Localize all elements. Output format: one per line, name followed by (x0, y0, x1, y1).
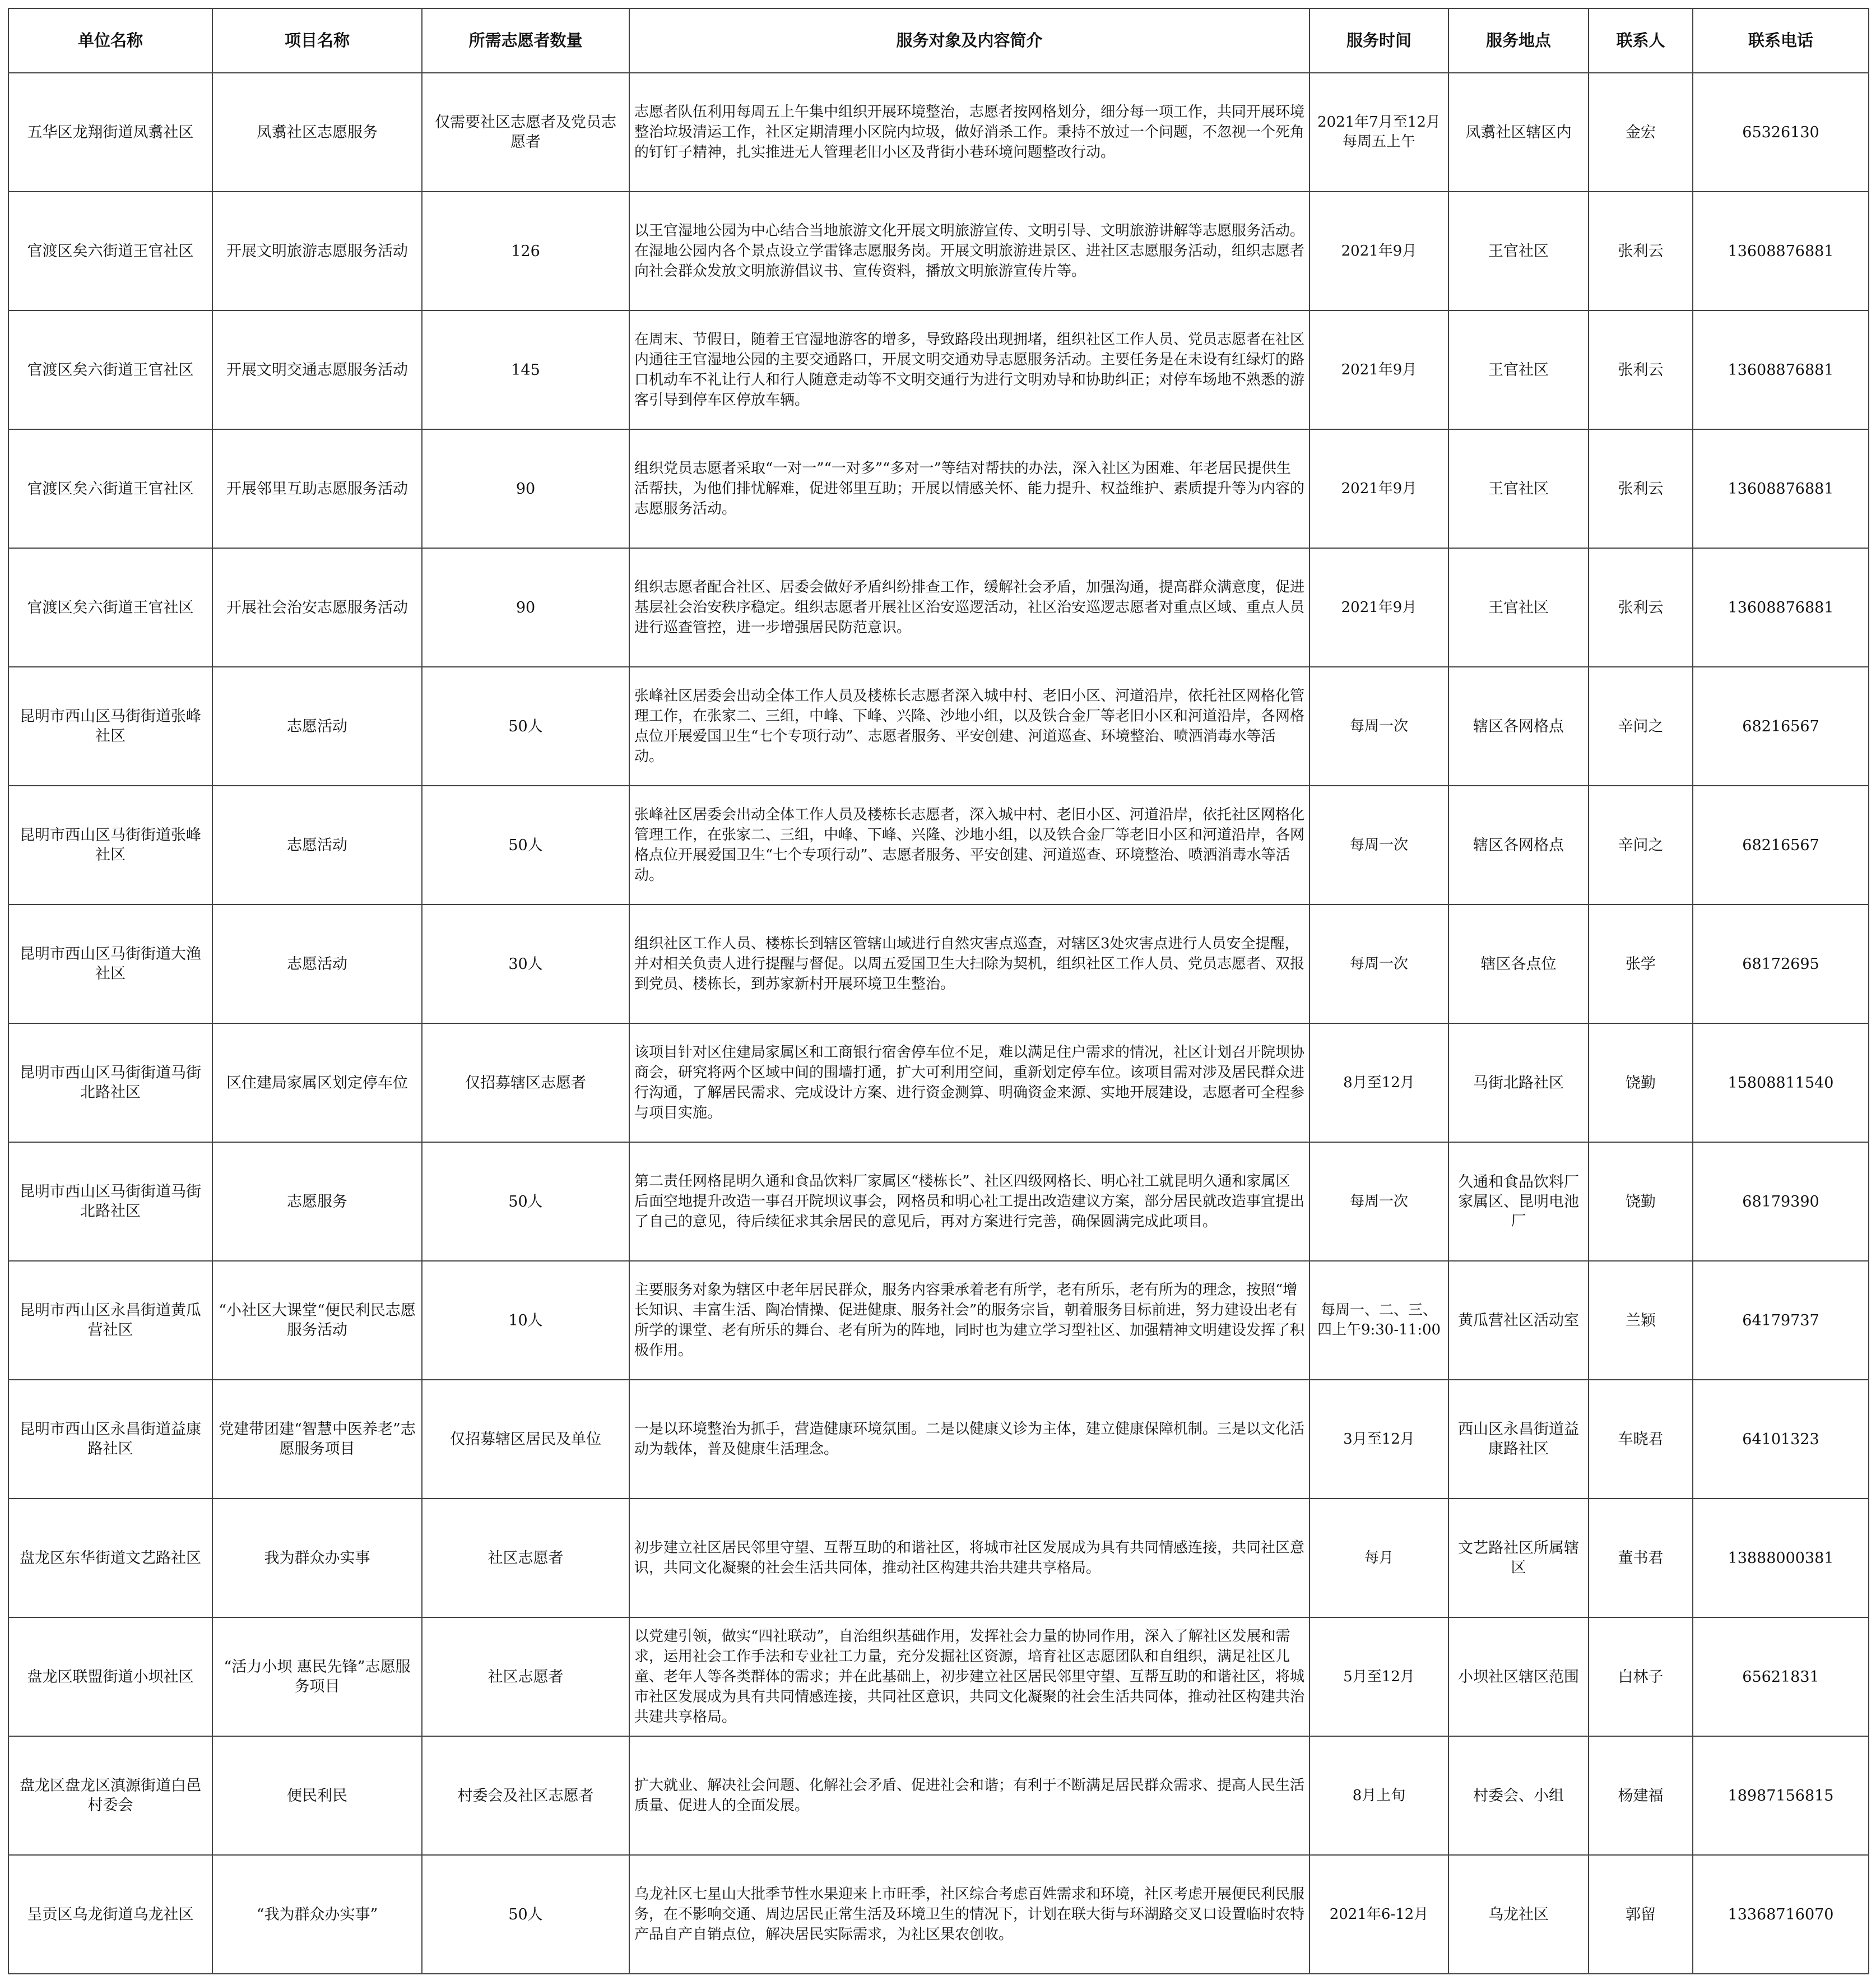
count-cell: 50人 (422, 1855, 629, 1974)
description-cell: 张峰社区居委会出动全体工作人员及楼栋长志愿者深入城中村、老旧小区、河道沿岸，依托社区网格化管理工作，在张家二、三组，中峰、下峰、兴隆、沙地小组，以及铁合金厂等老旧小区和河道沿岸，各网格点位开展爱国卫生“七个专项行动”、志愿者服务、平安创建、河道巡查、环境整治、喷洒消毒水等活动。 (629, 667, 1310, 786)
project-cell: 志愿活动 (212, 905, 422, 1023)
header-row (8, 8, 1869, 73)
time-cell: 2021年9月 (1310, 429, 1448, 548)
unit-cell: 五华区龙翔街道凤翥社区 (8, 73, 212, 192)
table-row (8, 310, 1869, 429)
description-cell: 扩大就业、解决社会问题、化解社会矛盾、促进社会和谐；有利于不断满足居民群众需求、提高人民生活质量、促进人的全面发展。 (629, 1736, 1310, 1855)
table-row (8, 548, 1869, 667)
description-cell: 组织志愿者配合社区、居委会做好矛盾纠纷排查工作，缓解社会矛盾，加强沟通，提高群众满意度，促进基层社会治安秩序稳定。组织志愿者开展社区治安巡逻活动，社区治安巡逻志愿者对重点区域、重点人员进行巡查管控，进一步增强居民防范意识。 (629, 548, 1310, 667)
contact-cell: 金宏 (1589, 73, 1693, 192)
header-contact: 联系人 (1589, 8, 1693, 73)
contact-cell: 张利云 (1589, 310, 1693, 429)
description-cell: 以王官湿地公园为中心结合当地旅游文化开展文明旅游宣传、文明引导、文明旅游讲解等志愿服务活动。在湿地公园内各个景点设立学雷锋志愿服务岗。开展文明旅游进景区、进社区志愿服务活动，组织志愿者向社会群众发放文明旅游倡议书、宣传资料，播放文明旅游宣传片等。 (629, 192, 1310, 310)
time-cell: 2021年9月 (1310, 548, 1448, 667)
project-cell: 开展文明旅游志愿服务活动 (212, 192, 422, 310)
count-cell: 村委会及社区志愿者 (422, 1736, 629, 1855)
header-phone: 联系电话 (1693, 8, 1869, 73)
unit-cell: 官渡区矣六街道王官社区 (8, 310, 212, 429)
place-cell: 黄瓜营社区活动室 (1448, 1261, 1589, 1380)
header-project: 项目名称 (212, 8, 422, 73)
unit-cell: 盘龙区盘龙区滇源街道白邑村委会 (8, 1736, 212, 1855)
phone-cell: 13888000381 (1693, 1499, 1869, 1617)
place-cell: 辖区各点位 (1448, 905, 1589, 1023)
phone-cell: 68179390 (1693, 1142, 1869, 1261)
project-cell: “活力小坝 惠民先锋”志愿服务项目 (212, 1617, 422, 1736)
time-cell: 每周一次 (1310, 1142, 1448, 1261)
place-cell: 辖区各网格点 (1448, 786, 1589, 905)
place-cell: 凤翥社区辖区内 (1448, 73, 1589, 192)
time-cell: 每月 (1310, 1499, 1448, 1617)
table-row (8, 1142, 1869, 1261)
description-cell: 主要服务对象为辖区中老年居民群众，服务内容秉承着老有所学，老有所乐，老有所为的理念，按照“增长知识、丰富生活、陶冶情操、促进健康、服务社会”的服务宗旨，朝着服务目标前进，努力建设出老有所学的课堂、老有所乐的舞台、老有所为的阵地，同时也为建立学习型社区、加强精神文明建设发挥了积极作用。 (629, 1261, 1310, 1380)
contact-cell: 饶勤 (1589, 1142, 1693, 1261)
time-cell: 2021年9月 (1310, 310, 1448, 429)
time-cell: 2021年9月 (1310, 192, 1448, 310)
unit-cell: 呈贡区乌龙街道乌龙社区 (8, 1855, 212, 1974)
time-cell: 每周一次 (1310, 905, 1448, 1023)
place-cell: 王官社区 (1448, 192, 1589, 310)
time-cell: 8月上旬 (1310, 1736, 1448, 1855)
count-cell: 126 (422, 192, 629, 310)
unit-cell: 昆明市西山区马街街道张峰社区 (8, 667, 212, 786)
phone-cell: 13368716070 (1693, 1855, 1869, 1974)
table-row (8, 1261, 1869, 1380)
phone-cell: 68216567 (1693, 786, 1869, 905)
time-cell: 2021年6-12月 (1310, 1855, 1448, 1974)
project-cell: 凤翥社区志愿服务 (212, 73, 422, 192)
contact-cell: 杨建福 (1589, 1736, 1693, 1855)
table-row (8, 1380, 1869, 1499)
header-time: 服务时间 (1310, 8, 1448, 73)
phone-cell: 13608876881 (1693, 192, 1869, 310)
table-row (8, 1499, 1869, 1617)
time-cell: 3月至12月 (1310, 1380, 1448, 1499)
place-cell: 乌龙社区 (1448, 1855, 1589, 1974)
contact-cell: 张利云 (1589, 429, 1693, 548)
project-cell: 志愿活动 (212, 667, 422, 786)
time-cell: 2021年7月至12月每周五上午 (1310, 73, 1448, 192)
project-cell: 志愿活动 (212, 786, 422, 905)
contact-cell: 辛问之 (1589, 667, 1693, 786)
header-count: 所需志愿者数量 (422, 8, 629, 73)
place-cell: 马街北路社区 (1448, 1023, 1589, 1142)
contact-cell: 张利云 (1589, 548, 1693, 667)
header-unit: 单位名称 (8, 8, 212, 73)
table-row (8, 905, 1869, 1023)
time-cell: 每周一次 (1310, 667, 1448, 786)
count-cell: 90 (422, 548, 629, 667)
phone-cell: 15808811540 (1693, 1023, 1869, 1142)
header-place: 服务地点 (1448, 8, 1589, 73)
table-row (8, 1617, 1869, 1736)
count-cell: 50人 (422, 667, 629, 786)
contact-cell: 兰颖 (1589, 1261, 1693, 1380)
phone-cell: 65326130 (1693, 73, 1869, 192)
unit-cell: 盘龙区东华街道文艺路社区 (8, 1499, 212, 1617)
unit-cell: 盘龙区联盟街道小坝社区 (8, 1617, 212, 1736)
phone-cell: 64179737 (1693, 1261, 1869, 1380)
count-cell: 50人 (422, 786, 629, 905)
place-cell: 王官社区 (1448, 429, 1589, 548)
phone-cell: 13608876881 (1693, 310, 1869, 429)
unit-cell: 昆明市西山区马街街道大渔社区 (8, 905, 212, 1023)
unit-cell: 昆明市西山区永昌街道益康路社区 (8, 1380, 212, 1499)
time-cell: 每周一次 (1310, 786, 1448, 905)
table-row (8, 667, 1869, 786)
table-row (8, 73, 1869, 192)
unit-cell: 官渡区矣六街道王官社区 (8, 548, 212, 667)
contact-cell: 张利云 (1589, 192, 1693, 310)
volunteer-projects-table (8, 8, 1869, 1974)
description-cell: 第二责任网格昆明久通和食品饮料厂家属区“楼栋长”、社区四级网格长、明心社工就昆明久通和家属区后面空地提升改造一事召开院坝议事会，网格员和明心社工提出改造建议方案，部分居民就改造事宜提出了自己的意见，待后续征求其余居民的意见后，再对方案进行完善，确保圆满完成此项目。 (629, 1142, 1310, 1261)
unit-cell: 官渡区矣六街道王官社区 (8, 429, 212, 548)
contact-cell: 白林子 (1589, 1617, 1693, 1736)
place-cell: 王官社区 (1448, 548, 1589, 667)
place-cell: 小坝社区辖区范围 (1448, 1617, 1589, 1736)
unit-cell: 昆明市西山区马街街道张峰社区 (8, 786, 212, 905)
count-cell: 仅招募辖区志愿者 (422, 1023, 629, 1142)
time-cell: 5月至12月 (1310, 1617, 1448, 1736)
project-cell: 志愿服务 (212, 1142, 422, 1261)
table-row (8, 1023, 1869, 1142)
unit-cell: 昆明市西山区马街街道马街北路社区 (8, 1142, 212, 1261)
description-cell: 初步建立社区居民邻里守望、互帮互助的和谐社区，将城市社区发展成为具有共同情感连接，共同社区意识，共同文化凝聚的社会生活共同体，推动社区构建共治共建共享格局。 (629, 1499, 1310, 1617)
count-cell: 50人 (422, 1142, 629, 1261)
time-cell: 每周一、二、三、四上午9:30-11:00 (1310, 1261, 1448, 1380)
phone-cell: 65621831 (1693, 1617, 1869, 1736)
description-cell: 一是以环境整治为抓手，营造健康环境氛围。二是以健康义诊为主体，建立健康保障机制。三是以文化活动为载体，普及健康生活理念。 (629, 1380, 1310, 1499)
count-cell: 90 (422, 429, 629, 548)
contact-cell: 辛问之 (1589, 786, 1693, 905)
count-cell: 仅招募辖区居民及单位 (422, 1380, 629, 1499)
description-cell: 乌龙社区七星山大批季节性水果迎来上市旺季，社区综合考虑百姓需求和环境，社区考虑开展便民利民服务，在不影响交通、周边居民正常生活及环境卫生的情况下，计划在联大街与环湖路交叉口设置临时农特产品自产自销点位，解决居民实际需求，为社区果农创收。 (629, 1855, 1310, 1974)
contact-cell: 饶勤 (1589, 1023, 1693, 1142)
place-cell: 王官社区 (1448, 310, 1589, 429)
place-cell: 西山区永昌街道益康路社区 (1448, 1380, 1589, 1499)
count-cell: 145 (422, 310, 629, 429)
count-cell: 社区志愿者 (422, 1617, 629, 1736)
place-cell: 久通和食品饮料厂家属区、昆明电池厂 (1448, 1142, 1589, 1261)
count-cell: 30人 (422, 905, 629, 1023)
contact-cell: 董书君 (1589, 1499, 1693, 1617)
unit-cell: 昆明市西山区马街街道马街北路社区 (8, 1023, 212, 1142)
table-row (8, 1855, 1869, 1974)
project-cell: 开展邻里互助志愿服务活动 (212, 429, 422, 548)
description-cell: 以党建引领，做实“四社联动”，自治组织基础作用，发挥社会力量的协同作用，深入了解社区发展和需求，运用社会工作手法和专业社工力量，充分发掘社区资源，培育社区志愿团队和自组织，满足社区儿童、老年人等各类群体的需求；并在此基础上，初步建立社区居民邻里守望、互帮互助的和谐社区，将城市社区发展成为具有共同情感连接，共同社区意识，共同文化凝聚的社会生活共同体，推动社区构建共治共建共享格局。 (629, 1617, 1310, 1736)
place-cell: 辖区各网格点 (1448, 667, 1589, 786)
description-cell: 该项目针对区住建局家属区和工商银行宿舍停车位不足，难以满足住户需求的情况，社区计划召开院坝协商会，研究将两个区域中间的围墙打通，扩大可利用空间，重新划定停车位。该项目需对涉及居民群众进行沟通，了解居民需求、完成设计方案、进行资金测算、明确资金来源、实地开展建设，志愿者可全程参与项目实施。 (629, 1023, 1310, 1142)
phone-cell: 64101323 (1693, 1380, 1869, 1499)
project-cell: “我为群众办实事” (212, 1855, 422, 1974)
phone-cell: 18987156815 (1693, 1736, 1869, 1855)
project-cell: “小社区大课堂“便民利民志愿服务活动 (212, 1261, 422, 1380)
count-cell: 10人 (422, 1261, 629, 1380)
contact-cell: 郭留 (1589, 1855, 1693, 1974)
table-row (8, 1736, 1869, 1855)
count-cell: 仅需要社区志愿者及党员志愿者 (422, 73, 629, 192)
description-cell: 张峰社区居委会出动全体工作人员及楼栋长志愿者，深入城中村、老旧小区、河道沿岸，依托社区网格化管理工作，在张家二、三组，中峰、下峰、兴隆、沙地小组，以及铁合金厂等老旧小区和河道沿岸，各网格点位开展爱国卫生“七个专项行动”、志愿者服务、平安创建、河道巡查、环境整治、喷洒消毒水等活动。 (629, 786, 1310, 905)
description-cell: 组织社区工作人员、楼栋长到辖区管辖山域进行自然灾害点巡查，对辖区3处灾害点进行人员安全提醒，并对相关负责人进行提醒与督促。以周五爱国卫生大扫除为契机，组织社区工作人员、党员志愿者、双报到党员、楼栋长，到苏家新村开展环境卫生整治。 (629, 905, 1310, 1023)
project-cell: 我为群众办实事 (212, 1499, 422, 1617)
phone-cell: 68172695 (1693, 905, 1869, 1023)
phone-cell: 13608876881 (1693, 429, 1869, 548)
project-cell: 开展文明交通志愿服务活动 (212, 310, 422, 429)
table-row (8, 429, 1869, 548)
project-cell: 便民利民 (212, 1736, 422, 1855)
header-desc: 服务对象及内容简介 (629, 8, 1310, 73)
unit-cell: 昆明市西山区永昌街道黄瓜营社区 (8, 1261, 212, 1380)
contact-cell: 车晓君 (1589, 1380, 1693, 1499)
contact-cell: 张学 (1589, 905, 1693, 1023)
phone-cell: 13608876881 (1693, 548, 1869, 667)
place-cell: 文艺路社区所属辖区 (1448, 1499, 1589, 1617)
unit-cell: 官渡区矣六街道王官社区 (8, 192, 212, 310)
description-cell: 志愿者队伍利用每周五上午集中组织开展环境整治，志愿者按网格划分，细分每一项工作，共同开展环境整治垃圾清运工作，社区定期清理小区院内垃圾，做好消杀工作。秉持不放过一个问题，不忽视一个死角的钉钉子精神，扎实推进无人管理老旧小区及背街小巷环境问题整改行动。 (629, 73, 1310, 192)
table-row (8, 786, 1869, 905)
project-cell: 开展社会治安志愿服务活动 (212, 548, 422, 667)
description-cell: 组织党员志愿者采取“一对一”“一对多”“多对一”等结对帮扶的办法，深入社区为困难、年老居民提供生活帮扶，为他们排忧解难，促进邻里互助；开展以情感关怀、能力提升、权益维护、素质提升等为内容的志愿服务活动。 (629, 429, 1310, 548)
description-cell: 在周末、节假日，随着王官湿地游客的增多，导致路段出现拥堵，组织社区工作人员、党员志愿者在社区内通往王官湿地公园的主要交通路口，开展文明交通劝导志愿服务活动。主要任务是在未设有红绿灯的路口机动车不礼让行人和行人随意走动等不文明交通行为进行文明劝导和协助纠正；对停车场地不熟悉的游客引导到停车区停放车辆。 (629, 310, 1310, 429)
project-cell: 区住建局家属区划定停车位 (212, 1023, 422, 1142)
project-cell: 党建带团建“智慧中医养老”志愿服务项目 (212, 1380, 422, 1499)
count-cell: 社区志愿者 (422, 1499, 629, 1617)
table-row (8, 192, 1869, 310)
place-cell: 村委会、小组 (1448, 1736, 1589, 1855)
phone-cell: 68216567 (1693, 667, 1869, 786)
time-cell: 8月至12月 (1310, 1023, 1448, 1142)
